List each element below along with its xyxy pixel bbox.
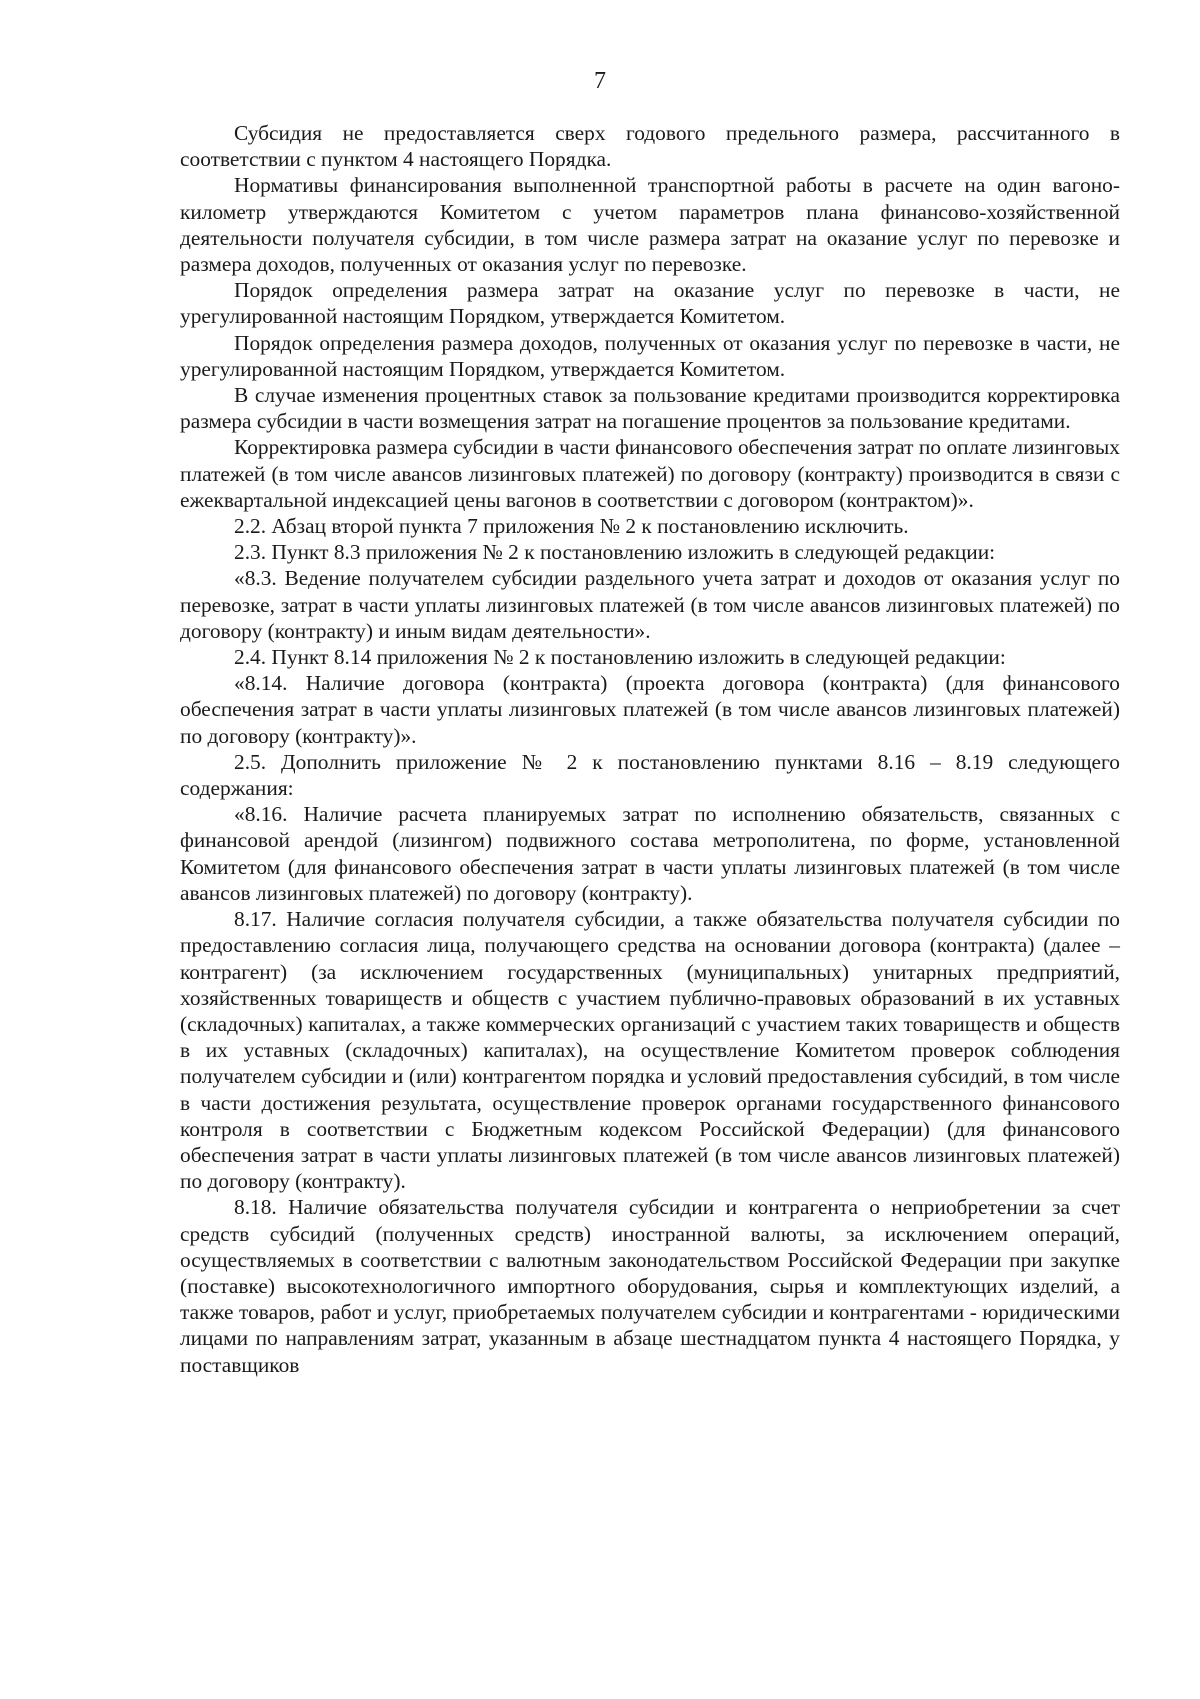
paragraph-clause-8-18: 8.18. Наличие обязательства получателя субсидии и контрагента о неприобретении за счет средств субсидий (полученных средств) иностранной валюты, за исключением операций, осуществляемых в соответствии с валютным законодательством Российской Федерации при закупке (поставке) высокотехнологичного импортного оборудования, сырья и комплектующих изделий, а также товаров, работ и услуг, приобретаемых получателем субсидии и контрагентами - юридическими лицами по направлениям затрат, указанным в абзаце шестнадцатом пункта 4 настоящего Порядка, у поставщиков <box>180 1195 1120 1377</box>
paragraph-cost-procedure: Порядок определения размера затрат на оказание услуг по перевозке в части, не урегулированной настоящим Порядком, утверждается Комитетом. <box>180 278 1120 329</box>
page-number: 7 <box>594 68 606 94</box>
paragraph-item-2-3: 2.3. Пункт 8.3 приложения № 2 к постановлению изложить в следующей редакции: <box>234 540 996 565</box>
paragraph-interest-adjustment: В случае изменения процентных ставок за пользование кредитами производится корректировка размера субсидии в части возмещения затрат на погашение процентов за пользование кредитами. <box>180 383 1120 434</box>
paragraph-income-procedure: Порядок определения размера доходов, полученных от оказания услуг по перевозке в части, не урегулированной настоящим Порядком, утверждается Комитетом. <box>180 330 1120 381</box>
paragraph-item-2-2: 2.2. Абзац второй пункта 7 приложения № 2 к постановлению исключить. <box>234 514 909 539</box>
paragraph-financing-norms: Нормативы финансирования выполненной транспортной работы в расчете на один вагоно-километр утверждаются Комитетом с учетом параметров плана финансово-хозяйственной деятельности получателя субсидии, в том числе размера затрат на оказание услуг по перевозке и размера доходов, полученных от оказания услуг по перевозке. <box>180 173 1120 277</box>
paragraph-clause-8-16: «8.16. Наличие расчета планируемых затрат по исполнению обязательств, связанных с финансовой арендой (лизингом) подвижного состава метрополитена, по форме, установленной Комитетом (для финансового обеспечения затрат в части уплаты лизинговых платежей (в том числе авансов лизинговых платежей) по договору (контракту). <box>180 802 1120 905</box>
paragraph-subsidy-limit: Субсидия не предоставляется сверх годового предельного размера, рассчитанного в соответствии с пунктом 4 настоящего Порядка. <box>180 121 1120 172</box>
paragraph-clause-8-17: 8.17. Наличие согласия получателя субсидии, а также обязательства получателя субсидии по предоставлению согласия лица, получающего средства на основании договора (контракта) (далее – контрагент) (за исключением государственных (муниципальных) унитарных предприятий, хозяйственных товариществ и обществ с участием публично-правовых образований в их уставных (складочных) капиталах, а также коммерческих организаций с участием таких товариществ и обществ в их уставных (складочных) капиталах), на осуществление Комитетом проверок соблюдения получателем субсидии и (или) контрагентом порядка и условий предоставления субсидий, в том числе в части достижения результата, осуществление проверок органами государственного финансового контроля в соответствии с Бюджетным кодексом Российской Федерации) (для финансового обеспечения затрат в части уплаты лизинговых платежей (в том числе авансов лизинговых платежей) по договору (контракту). <box>180 907 1120 1194</box>
paragraph-clause-8-3: «8.3. Ведение получателем субсидии раздельного учета затрат и доходов от оказания услуг по перевозке, затрат в части уплаты лизинговых платежей (в том числе авансов лизинговых платежей) по договору (контракту) и иным видам деятельности». <box>180 566 1120 643</box>
paragraph-clause-8-14: «8.14. Наличие договора (контракта) (проекта договора (контракта) (для финансового обеспечения затрат в части уплаты лизинговых платежей (в том числе авансов лизинговых платежей) по договору (контракту)». <box>180 671 1120 748</box>
paragraph-leasing-adjustment: Корректировка размера субсидии в части финансового обеспечения затрат по оплате лизинговых платежей (в том числе авансов лизинговых платежей) по договору (контракту) производится в связи с ежеквартальной индексацией цены вагонов в соответствии с договором (контрактом)». <box>180 435 1120 512</box>
document-body <box>180 120 1120 1378</box>
paragraph-item-2-4: 2.4. Пункт 8.14 приложения № 2 к постановлению изложить в следующей редакции: <box>234 645 1006 670</box>
paragraph-item-2-5: 2.5. Дополнить приложение № 2 к постановлению пунктами 8.16 – 8.19 следующего содержания: <box>180 749 1120 801</box>
